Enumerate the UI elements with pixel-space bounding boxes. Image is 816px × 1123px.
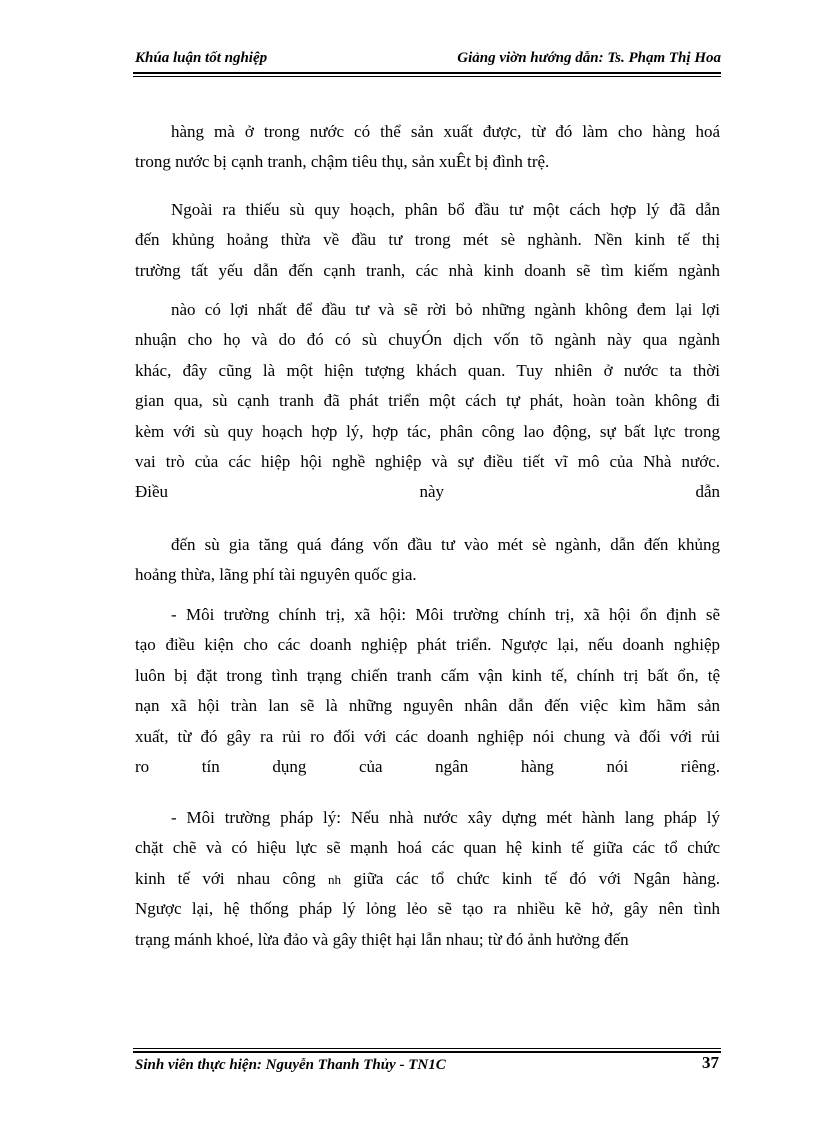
text-line: Ngược lại, hệ thống pháp lý lỏng lẻo sẽ tạo ra nhiều kẽ hở, gây nên tình (135, 899, 720, 919)
paragraph-2 (135, 195, 720, 286)
text-line: - Môi trường chính trị, xã hội: Môi trường chính trị, xã hội ổn định sẽ (171, 605, 720, 624)
page-footer (133, 1053, 721, 1077)
text-line: kèm với sù quy hoạch hợp lý, hợp tác, phân công lao động, sự bất lực trong (135, 421, 720, 441)
footer-rule-thin (133, 1048, 721, 1049)
text-fragment: giữa các tổ chức kinh tế đó với Ngân hàng. (341, 868, 720, 888)
text-line: trạng mánh khoé, lừa đảo và gây thiệt hại lẫn nhau; từ đó ảnh hưởng đến (135, 929, 629, 949)
text-line: trong nước bị cạnh tranh, chậm tiêu thụ, sản xuÊt bị đình trệ. (135, 152, 550, 172)
text-line: nào có lợi nhất để đầu tư và sẽ rời bỏ những ngành không đem lại lợi (171, 300, 720, 319)
text-line: xuất, từ đó gây ra rủi ro đối với các doanh nghiệp nói chung và đối với rủi (135, 726, 720, 746)
paragraph-1 (135, 117, 720, 178)
text-line-composite (135, 864, 720, 894)
text-line: Ngoài ra thiếu sù quy hoạch, phân bổ đầu tư một cách hợp lý đã dẫn (171, 200, 720, 219)
text-line: tạo điều kiện cho các doanh nghiệp phát triển. Ngược lại, nếu doanh nghiệp (135, 635, 720, 655)
header-rule-thick (133, 72, 721, 74)
text-line: luôn bị đặt trong tình trạng chiến tranh cấm vận kinh tế, chính trị bất ổn, tệ (135, 665, 720, 685)
paragraph-4 (135, 530, 720, 591)
text-fragment-small: nh (328, 871, 342, 887)
text-line: ro tín dụng của ngân hàng nói riêng. (135, 756, 720, 776)
text-line: trường tất yếu dẫn đến cạnh tranh, các nhà kinh doanh sẽ tìm kiếm ngành (135, 260, 720, 280)
text-line: nhuận cho họ và do đó có sù chuyÓn dịch vốn tõ ngành này qua ngành (135, 330, 720, 350)
text-fragment: kinh tế với nhau công (135, 868, 316, 888)
footer-student: Sinh viên thực hiện: Nguyễn Thanh Thủy - TN1C (135, 1057, 446, 1073)
text-line: hàng mà ở trong nước có thể sản xuất được, từ đó làm cho hàng hoá (171, 122, 720, 141)
header-advisor: Giảng viờn hướng dẫn: Ts. Phạm Thị Hoa (457, 50, 721, 66)
paragraph-3 (135, 295, 720, 508)
page-number: 37 (702, 1053, 719, 1072)
text-line: đến sù gia tăng quá đáng vốn đầu tư vào mét sè ngành, dẫn đến khủng (171, 535, 720, 554)
text-line: khác, đây cũng là một hiện tượng khách quan. Tuy nhiên ở nước ta thời (135, 360, 720, 380)
page-header (133, 50, 721, 72)
header-rule-thin (133, 76, 721, 77)
header-thesis-title: Khúa luận tốt nghiệp (135, 50, 268, 66)
text-line: đến khủng hoảng thừa về đầu tư trong mét sè nghành. Nền kinh tế thị (135, 230, 720, 250)
text-line: Điều này dẫn (135, 482, 720, 502)
text-line: gian qua, sù cạnh tranh đã phát triển một cách tự phát, hoàn toàn không đi (135, 391, 720, 411)
paragraph-legal-environment (135, 803, 720, 955)
text-line: - Môi trường pháp lý: Nếu nhà nước xây dựng mét hành lang pháp lý (171, 808, 720, 827)
text-line: chặt chẽ và có hiệu lực sẽ mạnh hoá các quan hệ kinh tế giữa các tổ chức (135, 838, 720, 858)
paragraph-political-environment (135, 600, 720, 782)
text-line: nạn xã hội tràn lan sẽ là những nguyên nhân dẫn đến việc kìm hãm sản (135, 696, 720, 716)
text-line: vai trò của các hiệp hội nghề nghiệp và sự điều tiết vĩ mô của Nhà nước. (135, 451, 720, 471)
text-line: hoảng thừa, lãng phí tài nguyên quốc gia. (135, 565, 417, 585)
